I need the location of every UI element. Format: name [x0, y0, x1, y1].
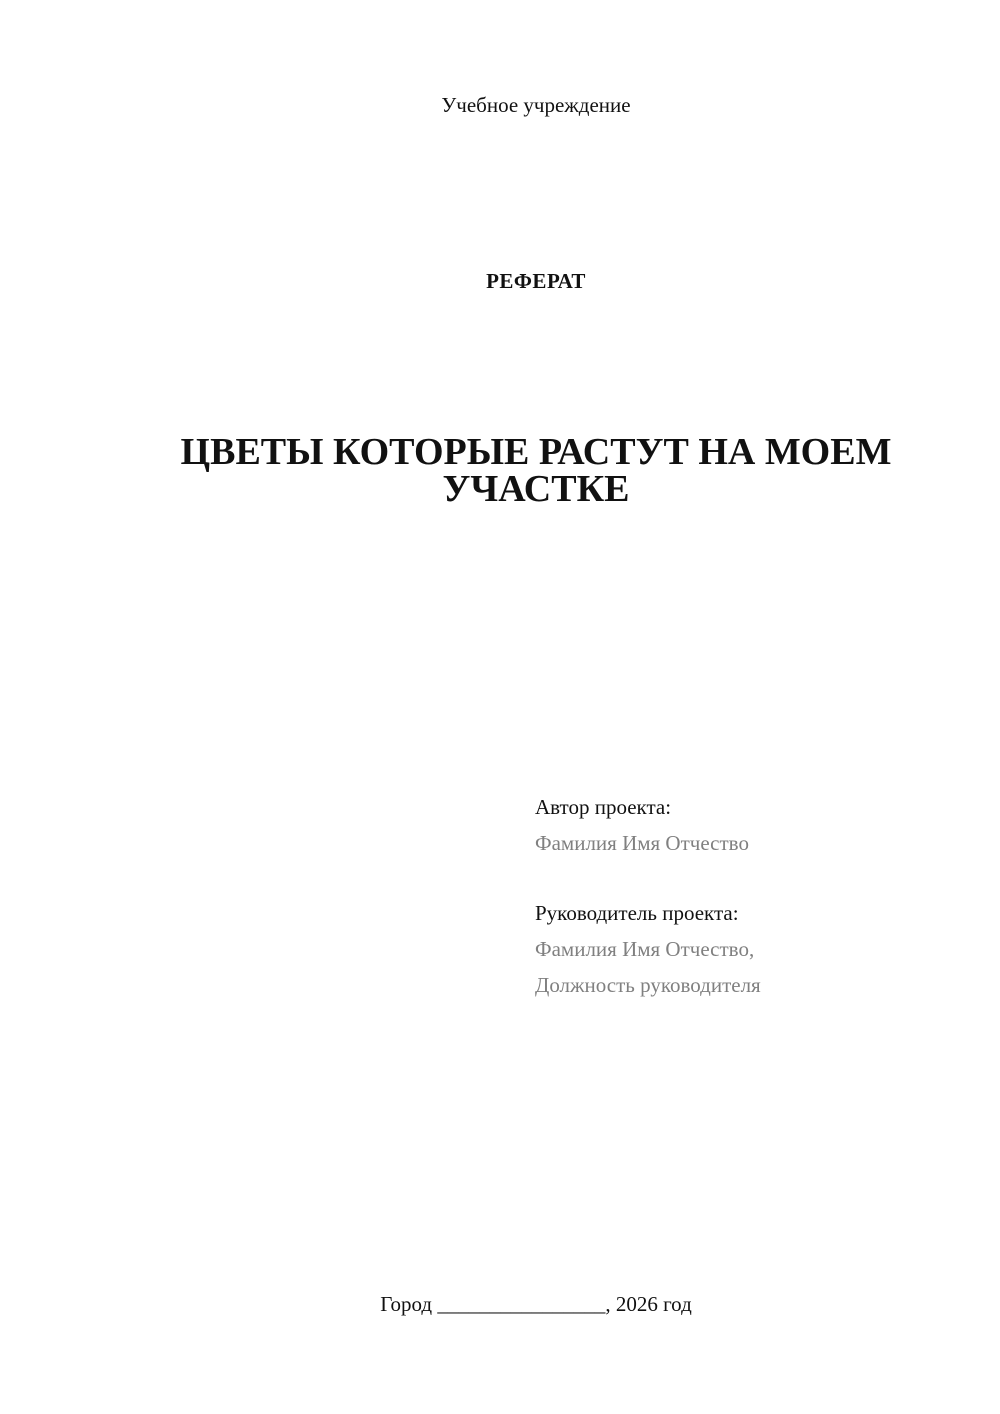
project-info-block: [535, 789, 975, 1003]
supervisor-label: Руководитель проекта:: [535, 901, 739, 925]
supervisor-name: Фамилия Имя Отчество,: [535, 937, 755, 961]
institution-name: Учебное учреждение: [441, 93, 631, 117]
document-title: [100, 431, 972, 510]
author-label: Автор проекта:: [535, 795, 672, 819]
document-title-line-2: УЧАСТКЕ: [442, 468, 630, 510]
supervisor-position: Должность руководителя: [535, 973, 761, 997]
document-title-line-1: ЦВЕТЫ КОТОРЫЕ РАСТУТ НА МОЕМ: [180, 431, 892, 473]
document-type: РЕФЕРАТ: [486, 269, 586, 293]
city-year-line: Город ________________, 2026 год: [380, 1292, 692, 1316]
author-name: Фамилия Имя Отчество: [535, 831, 749, 855]
